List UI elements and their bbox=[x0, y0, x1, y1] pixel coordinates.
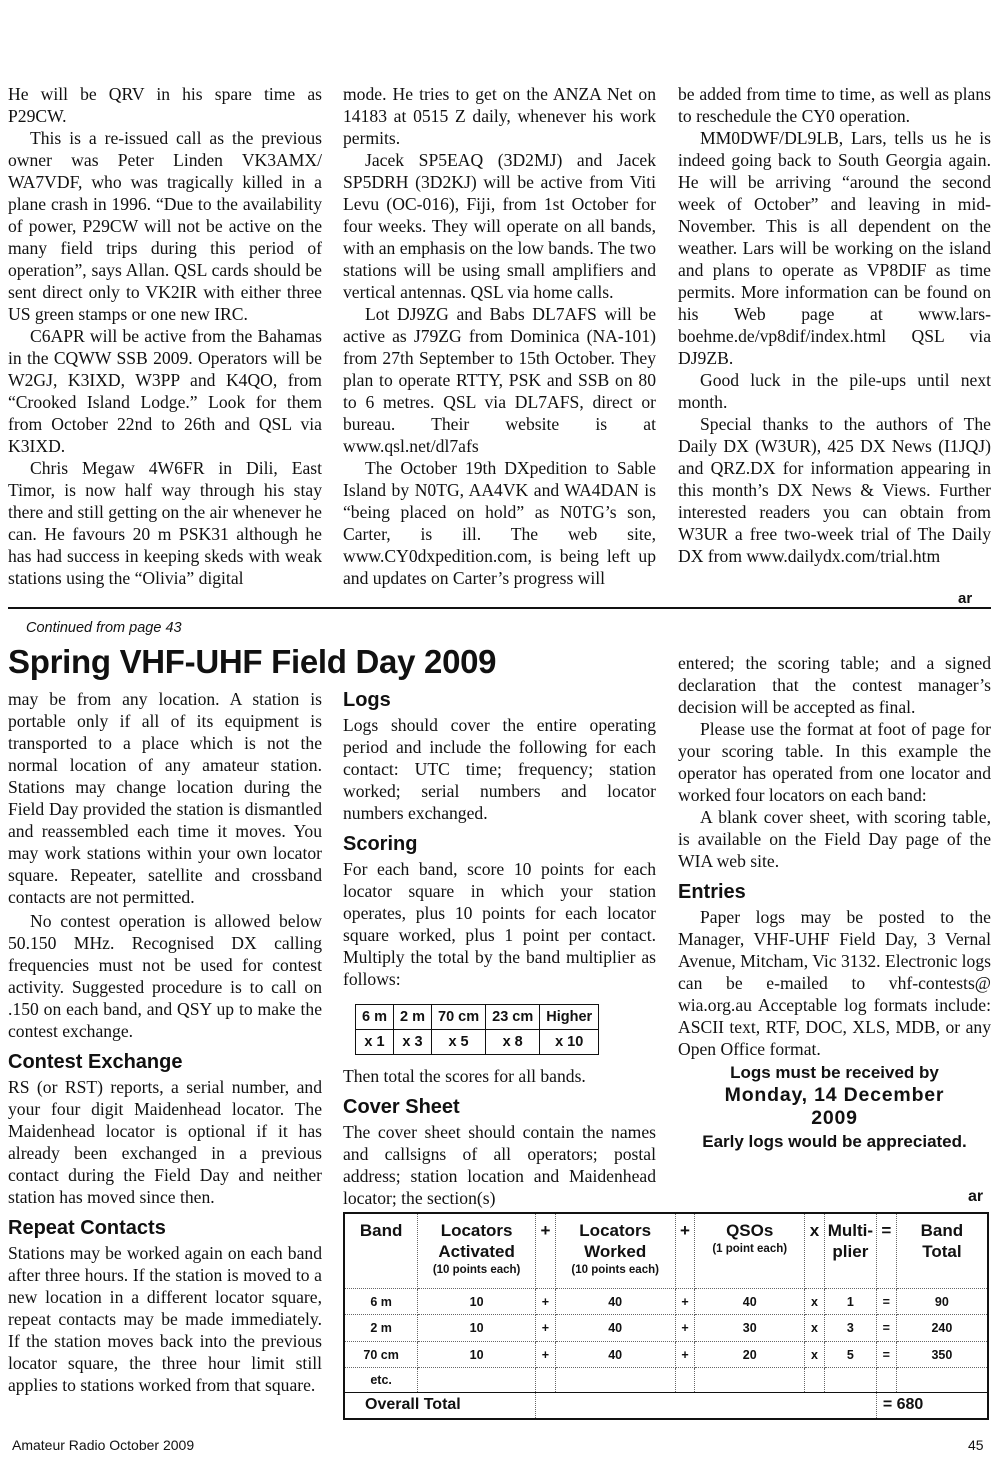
paragraph: Special thanks to the authors of The Daily DX (W3UR), 425 DX News (I1JQJ) and QRZ.DX for information appearing in this month’s DX News & Views. Further interested readers you can obtain from W3UR a free two-week trial of The Daily DX from www.dailydx.com/trial.htm bbox=[678, 414, 991, 566]
multiplier-factors-row bbox=[356, 1030, 599, 1055]
cell-equals: = bbox=[876, 1288, 896, 1315]
section-heading-contest-exchange: Contest Exchange bbox=[8, 1051, 183, 1073]
cell-band-total: 350 bbox=[896, 1341, 988, 1368]
deadline-date: Monday, 14 December bbox=[724, 1084, 945, 1106]
top-column-3 bbox=[678, 83, 991, 567]
table-row bbox=[344, 1315, 988, 1342]
paragraph: Good luck in the pile-ups until next month. bbox=[678, 370, 991, 412]
multiplier-factor-cell: x 3 bbox=[394, 1030, 432, 1055]
cell-times: x bbox=[804, 1341, 824, 1368]
multiplier-band-cell: 6 m bbox=[356, 1005, 394, 1030]
paragraph: be added from time to time, as well as plans to reschedule the CY0 operation. bbox=[678, 84, 991, 126]
cell-activated: 10 bbox=[418, 1315, 536, 1342]
table-row bbox=[344, 1341, 988, 1368]
footer-publication: Amateur Radio October 2009 bbox=[12, 1437, 195, 1453]
deadline-line: Logs must be received by bbox=[730, 1063, 939, 1082]
cell-multiplier: 1 bbox=[824, 1288, 876, 1315]
section-heading-entries: Entries bbox=[678, 881, 746, 903]
continued-label: Continued from page 43 bbox=[26, 620, 182, 636]
cell-band-total: 240 bbox=[896, 1315, 988, 1342]
cell-activated: 10 bbox=[418, 1341, 536, 1368]
header-times: x bbox=[804, 1213, 824, 1288]
deadline-notice bbox=[678, 1062, 991, 1154]
paragraph: No contest operation is allowed below 50.150 MHz. Recognised DX calling frequencies must not be used for contest activity. Suggested procedure is to call on .150 on each band, and QSY up to make the contest exchange. bbox=[8, 911, 322, 1041]
cell-plus: + bbox=[535, 1288, 555, 1315]
cell-plus: + bbox=[535, 1315, 555, 1342]
cell-qsos: 20 bbox=[695, 1341, 805, 1368]
paragraph: RS (or RST) reports, a serial number, and your four digit Maidenhead locator. The Maidenhead locator is optional if it has already been exchanged in a previous contact during the Field Day and neither station has moved since then. bbox=[8, 1077, 322, 1207]
header-qsos: QSOs (1 point each) bbox=[695, 1213, 805, 1288]
cell-worked: 40 bbox=[555, 1341, 675, 1368]
cell-equals: = bbox=[876, 1315, 896, 1342]
overall-total-label: Overall Total bbox=[344, 1392, 535, 1419]
overall-total-value: = 680 bbox=[876, 1392, 988, 1419]
paragraph: Chris Megaw 4W6FR in Dili, East Timor, is now half way through his stay there and still getting on the air whenever he can. He favours 20 m PSK31 although he has had success in keeping skeds with weak stations using the “Olivia” digital bbox=[8, 458, 322, 588]
paragraph: may be from any location. A station is portable only if all of its equipment is transported to a place which is not the normal location of any amateur station. Stations may change location during the Field Day provided the station is dismantled and reassembled each time it moves. You may work stations within your own locator square. Repeater, satellite and crossband contacts are not permitted. bbox=[8, 689, 322, 907]
paragraph: The cover sheet should contain the names and callsigns of all operators; postal address; station location and Maidenhead locator; the section(s) bbox=[343, 1122, 656, 1208]
header-locators-activated: Locators Activated (10 points each) bbox=[418, 1213, 536, 1288]
cell-qsos: 30 bbox=[695, 1315, 805, 1342]
cell-band: 2 m bbox=[344, 1315, 418, 1342]
cell-qsos: 40 bbox=[695, 1288, 805, 1315]
multiplier-bands-row bbox=[356, 1005, 599, 1030]
section-heading-cover-sheet: Cover Sheet bbox=[343, 1096, 460, 1118]
article-end-mark: ar bbox=[958, 590, 973, 607]
scoring-header-row bbox=[344, 1213, 988, 1288]
multiplier-band-cell: 70 cm bbox=[432, 1005, 486, 1030]
multiplier-band-cell: Higher bbox=[540, 1005, 599, 1030]
multiplier-factor-cell: x 5 bbox=[432, 1030, 486, 1055]
top-column-2 bbox=[343, 83, 656, 589]
cell-band: 70 cm bbox=[344, 1341, 418, 1368]
footer-page-number: 45 bbox=[968, 1437, 984, 1453]
header-equals: = bbox=[876, 1213, 896, 1288]
overall-total-row bbox=[344, 1392, 988, 1419]
cell-activated: 10 bbox=[418, 1288, 536, 1315]
cell-times: x bbox=[804, 1288, 824, 1315]
paragraph: Stations may be worked again on each band after three hours. If the station is moved to a new location in a different locator square, repeat contacts may be made immediately. If the station moves back into the previous locator square, the three hour limit still applies to stations worked from that square. bbox=[8, 1243, 322, 1395]
multiplier-band-cell: 2 m bbox=[394, 1005, 432, 1030]
header-locators-worked: Locators Worked (10 points each) bbox=[555, 1213, 675, 1288]
bottom-column-3 bbox=[678, 652, 991, 1154]
scoring-table bbox=[343, 1212, 989, 1420]
header-plus: + bbox=[535, 1213, 555, 1288]
header-band: Band bbox=[344, 1213, 418, 1288]
paragraph: This is a re-issued call as the previous owner was Peter Linden VK3AMX/ WA7VDF, who was tragically killed in a plane crash in 1996. “Due to the availability of power, P29CW will not be active on the many field trips during this period of operation”, says Allan. QSL cards should be sent direct only to VK2IR with either three US green stamps or one new IRC. bbox=[8, 128, 322, 324]
cell-multiplier: 5 bbox=[824, 1341, 876, 1368]
paragraph: MM0DWF/DL9LB, Lars, tells us he is indeed going back to South Georgia again. He will be arriving “around the second week of October” and leaving in mid-November. This is all dependent on the weather. Lars will be working on the island and plans to operate as VP8DIF as time permits. More information can be found on his Web page at www.lars-boehme.de/vp8dif/index.html QSL via DJ9ZB. bbox=[678, 128, 991, 368]
paragraph: Logs should cover the entire operating period and include the following for each contact: UTC time; frequency; station worked; serial numbers and locator numbers exchanged. bbox=[343, 715, 656, 823]
multiplier-table bbox=[355, 1004, 599, 1055]
cell-times: x bbox=[804, 1315, 824, 1342]
header-plus: + bbox=[675, 1213, 695, 1288]
table-row bbox=[344, 1288, 988, 1315]
paragraph: He will be QRV in his spare time as P29CW. bbox=[8, 84, 322, 126]
paragraph: mode. He tries to get on the ANZA Net on 14183 at 0515 Z daily, whenever his work permits. bbox=[343, 84, 656, 148]
paragraph: Please use the format at foot of page for your scoring table. In this example the operator has operated from one locator and worked four locators on each band: bbox=[678, 719, 991, 805]
article-end-mark: ar bbox=[968, 1188, 984, 1205]
header-band-total: Band Total bbox=[896, 1213, 988, 1288]
cell-plus: + bbox=[675, 1341, 695, 1368]
cell-worked: 40 bbox=[555, 1315, 675, 1342]
section-heading-repeat-contacts: Repeat Contacts bbox=[8, 1217, 166, 1239]
cell-multiplier: 3 bbox=[824, 1315, 876, 1342]
paragraph: Then total the scores for all bands. bbox=[343, 1066, 586, 1086]
section-heading-scoring: Scoring bbox=[343, 833, 418, 855]
multiplier-factor-cell: x 1 bbox=[356, 1030, 394, 1055]
cell-band: etc. bbox=[344, 1368, 418, 1392]
paragraph: entered; the scoring table; and a signed declaration that the contest manager’s decision will be accepted as final. bbox=[678, 653, 991, 717]
paragraph: The October 19th DXpedition to Sable Island by N0TG, AA4VK and WA4DAN is “being placed on hold” as N0TG’s son, Carter, is ill. The web site, www.CY0dxpedition.com, is being left up and updates on Carter’s progress will bbox=[343, 458, 656, 588]
cell-band: 6 m bbox=[344, 1288, 418, 1315]
multiplier-factor-cell: x 10 bbox=[540, 1030, 599, 1055]
cell-plus: + bbox=[675, 1288, 695, 1315]
paragraph: For each band, score 10 points for each locator square in which your station operates, plus 10 points for each locator square worked, plus 1 point per contact. Multiply the total by the band multiplier as follows: bbox=[343, 859, 656, 989]
multiplier-factor-cell: x 8 bbox=[486, 1030, 540, 1055]
cell-equals: = bbox=[876, 1341, 896, 1368]
header-multiplier: Multi- plier bbox=[824, 1213, 876, 1288]
paragraph: Jacek SP5EAQ (3D2MJ) and Jacek SP5DRH (3D2KJ) will be active from Viti Levu (OC-016), Fiji, from 1st October for four weeks. They will operate on all bands, with an emphasis on the low bands. The two stations will be using small amplifiers and vertical antennas. QSL via home calls. bbox=[343, 150, 656, 302]
table-row bbox=[344, 1368, 988, 1392]
deadline-note: Early logs would be appreciated. bbox=[702, 1132, 967, 1151]
section-divider bbox=[8, 607, 991, 609]
paragraph: A blank cover sheet, with scoring table, is available on the Field Day page of the WIA web site. bbox=[678, 807, 991, 871]
cell-plus: + bbox=[675, 1315, 695, 1342]
paragraph: Lot DJ9ZG and Babs DL7AFS will be active as J79ZG from Dominica (NA-101) from 27th September to 15th October. They plan to operate RTTY, PSK and SSB on 80 to 6 metres. QSL via DL7AFS, direct or bureau. Their website is at www.qsl.net/dl7afs bbox=[343, 304, 656, 456]
bottom-column-2 bbox=[343, 688, 656, 1209]
cell-worked: 40 bbox=[555, 1288, 675, 1315]
cell-band-total: 90 bbox=[896, 1288, 988, 1315]
multiplier-band-cell: 23 cm bbox=[486, 1005, 540, 1030]
top-column-1 bbox=[8, 83, 322, 589]
paragraph: C6APR will be active from the Bahamas in the CQWW SSB 2009. Operators will be W2GJ, K3IXD, W3PP and K4QO, from “Crooked Island Lodge.” Look for them from October 22nd to 26th and QSL via K3IXD. bbox=[8, 326, 322, 456]
cell-plus: + bbox=[535, 1341, 555, 1368]
deadline-year: 2009 bbox=[811, 1107, 858, 1129]
bottom-column-1 bbox=[8, 688, 322, 1396]
section-heading-logs: Logs bbox=[343, 689, 391, 711]
paragraph: Paper logs may be posted to the Manager, VHF-UHF Field Day, 3 Vernal Avenue, Mitcham, Vic 3132. Electronic logs can be e-mailed to vhf-contests@ wia.org.au Acceptable log formats include: ASCII text, RTF, DOC, XLS, MDB, or any Open Office format. bbox=[678, 907, 991, 1059]
article-title: Spring VHF-UHF Field Day 2009 bbox=[8, 643, 497, 680]
